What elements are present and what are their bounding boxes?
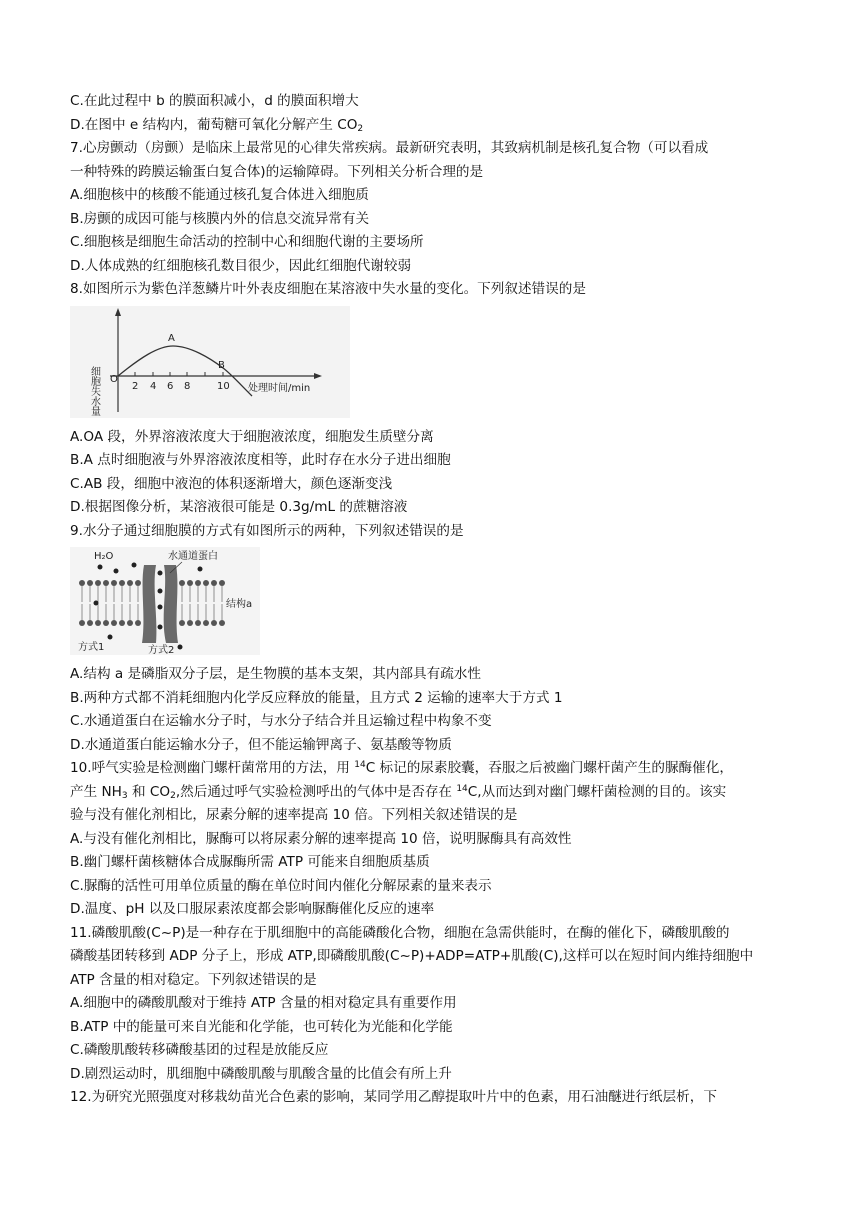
q7-stem-line-1: 7.心房颤动（房颤）是临床上最常见的心律失常疾病。最新研究表明，其致病机制是核孔复合物（可以看成: [70, 140, 709, 156]
q11-option-a: A.细胞中的磷酸肌酸对于维持 ATP 含量的相对稳定具有重要作用: [70, 995, 457, 1011]
structure-a-label: 结构a: [226, 599, 253, 610]
q11-stem-line-3: ATP 含量的相对稳定。下列叙述错误的是: [70, 971, 317, 988]
q9-stem: 9.水分子通过细胞膜的方式有如图所示的两种，下列叙述错误的是: [70, 522, 464, 539]
q9-membrane-figure: [70, 547, 800, 659]
aquaporin-right: [164, 565, 178, 643]
q7-option-a: A.细胞核中的核酸不能通过核孔复合体进入细胞质: [70, 187, 369, 203]
q7-option-b: B.房颤的成因可能与核膜内外的信息交流异常有关: [70, 210, 370, 227]
tick-4: 4: [150, 380, 157, 392]
q8-option-d: D.根据图像分析，某溶液很可能是 0.3g/mL 的蔗糖溶液: [70, 499, 408, 515]
tick-10: 10: [217, 380, 230, 392]
tick-2: 2: [132, 380, 139, 392]
q6-option-c: C.在此过程中 b 的膜面积减小，d 的膜面积增大: [70, 93, 359, 109]
q8-option-c: C.AB 段，细胞中液泡的体积逐渐增大，颜色逐渐变浅: [70, 475, 393, 492]
q8-stem: 8.如图所示为紫色洋葱鳞片叶外表皮细胞在某溶液中失水量的变化。下列叙述错误的是: [70, 281, 586, 297]
q7-option-c: C.细胞核是细胞生命活动的控制中心和细胞代谢的主要场所: [70, 234, 424, 250]
q10-stem-line-3: 验与没有催化剂相比，尿素分解的速率提高 10 倍。下列相关叙述错误的是: [70, 807, 518, 823]
q10-stem-line-2: 产生 $NH_3$ 和 $CO_2$,然后通过呼气实验检测呼出的气体中是否存在 $^{14}$C,从而达到对幽门螺杆菌检测的目的。该实: [70, 783, 727, 801]
q9-option-d: D.水通道蛋白能运输水分子，但不能运输钾离子、氨基酸等物质: [70, 736, 452, 753]
tick-8: 8: [184, 380, 191, 392]
aquaporin-left: [142, 565, 156, 643]
q10-option-a: A.与没有催化剂相比，脲酶可以将尿素分解的速率提高 10 倍，说明脲酶具有高效性: [70, 830, 572, 847]
q7-stem-line-2: 一种特殊的跨膜运输蛋白复合体)的运输障碍。下列相关分析合理的是: [70, 163, 484, 180]
q7-option-d: D.人体成熟的红细胞核孔数目很少，因此红细胞代谢较弱: [70, 257, 412, 274]
q11-stem-line-1: 11.磷酸肌酸(C~P)是一种存在于肌细胞中的高能磷酸化合物，细胞在急需供能时，在酶的催化下，磷酸肌酸的: [70, 924, 730, 941]
q10-option-d: D.温度、pH 以及口服尿素浓度都会影响脲酶催化反应的速率: [70, 901, 435, 917]
q10-stem-line-1: 10.呼气实验是检测幽门螺杆菌常用的方法，用 $^{14}$C 标记的尿素胶囊，吞服之后被幽门螺杆菌产生的脲酶催化，: [70, 760, 733, 776]
q8-option-a: A.OA 段，外界溶液浓度大于细胞液浓度，细胞发生质壁分离: [70, 428, 434, 445]
h2o-label: H₂O: [94, 551, 114, 562]
document-page: [70, 90, 800, 1110]
q8-option-b: B.A 点时细胞液与外界溶液浓度相等，此时存在水分子进出细胞: [70, 452, 451, 468]
point-b-label: B: [218, 359, 225, 371]
membrane-diagram: [70, 547, 260, 655]
q11-option-b: B.ATP 中的能量可来自光能和化学能，也可转化为光能和化学能: [70, 1018, 453, 1035]
q9-option-a: A.结构 a 是磷脂双分子层，是生物膜的基本支架，其内部具有疏水性: [70, 666, 481, 682]
y-axis-label: 细胞失水量: [88, 365, 100, 416]
q11-stem-line-2: 磷酸基团转移到 ADP 分子上，形成 ATP,即磷酸肌酸(C~P)+ADP=ATP+肌酸(C),这样可以在短时间内维持细胞中: [70, 948, 754, 964]
q9-option-c: C.水通道蛋白在运输水分子时，与水分子结合并且运输过程中构象不变: [70, 713, 492, 729]
q10-option-b: B.幽门螺杆菌核糖体合成脲酶所需 ATP 可能来自细胞质基质: [70, 854, 430, 870]
channel-protein-label: 水通道蛋白: [168, 551, 218, 562]
q12-stem-line-1: 12.为研究光照强度对移栽幼苗光合色素的影响，某同学用乙醇提取叶片中的色素，用石油醚进行纸层析，下: [70, 1089, 717, 1105]
water-loss-graph: [70, 306, 350, 418]
way-2-label: 方式2: [148, 645, 175, 655]
q9-option-b: B.两种方式都不消耗细胞内化学反应释放的能量，且方式 2 运输的速率大于方式 1: [70, 689, 563, 706]
tick-6: 6: [167, 380, 174, 392]
q6-option-d: D.在图中 e 结构内，葡萄糖可氧化分解产生 $CO_2$: [70, 116, 364, 134]
q11-option-d: D.剧烈运动时，肌细胞中磷酸肌酸与肌酸含量的比值会有所上升: [70, 1065, 452, 1082]
point-a-label: A: [168, 332, 175, 344]
q10-option-c: C.脲酶的活性可用单位质量的酶在单位时间内催化分解尿素的量来表示: [70, 877, 492, 894]
q11-option-c: C.磷酸肌酸转移磷酸基团的过程是放能反应: [70, 1042, 329, 1058]
origin-label: O: [110, 373, 118, 385]
q8-graph: [70, 306, 800, 422]
way-1-label: 方式1: [78, 642, 105, 653]
x-axis-label: 处理时间/min: [248, 382, 311, 394]
